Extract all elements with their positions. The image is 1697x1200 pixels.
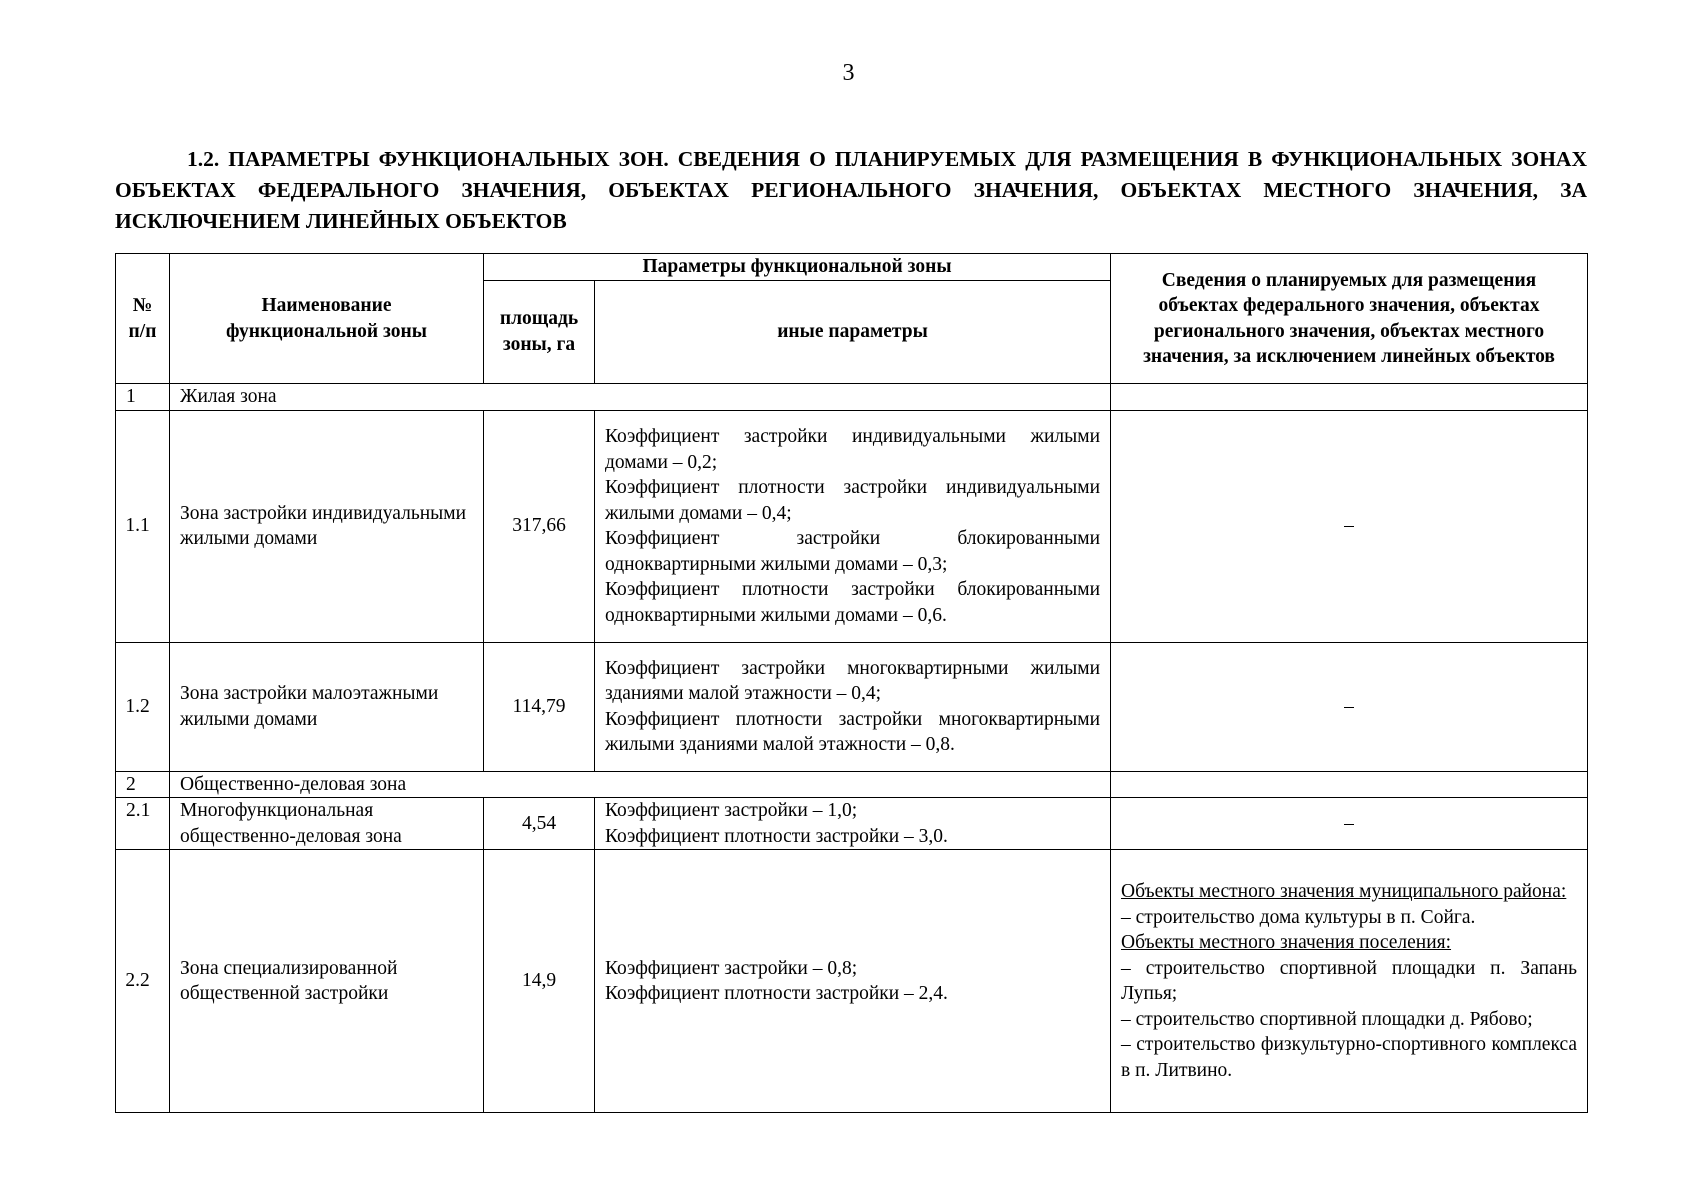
header-zone-name: Наименование функциональной зоны: [170, 254, 484, 384]
param-line: Коэффициент плотности застройки блокированными одноквартирными жилыми домами – 0,6.: [605, 579, 1101, 626]
functional-zones-table: [115, 253, 1588, 1113]
empty-dash: –: [1344, 515, 1354, 537]
row-num: 2: [116, 771, 170, 798]
empty-dash: –: [1344, 812, 1354, 834]
planned-object-item: – строительство дома культуры в п. Сойга.: [1121, 906, 1476, 928]
planned-objects: [1111, 642, 1588, 771]
zone-group-name: Общественно-деловая зона: [170, 771, 1111, 798]
param-line: Коэффициент застройки блокированными одноквартирными жилыми домами – 0,3;: [605, 528, 1101, 575]
header-area: площадь зоны, га: [484, 280, 595, 383]
planned-object-item: – строительство спортивной площадки п. Запань Лупья;: [1121, 957, 1578, 1004]
row-info-empty: [1111, 384, 1588, 411]
zone-name: Зона специализированной общественной застройки: [170, 850, 484, 1113]
zone-params: [595, 642, 1111, 771]
zone-area: 114,79: [484, 642, 595, 771]
empty-dash: –: [1344, 695, 1354, 717]
param-line: Коэффициент застройки – 0,8;: [605, 957, 858, 979]
section-heading: 1.2. ПАРАМЕТРЫ ФУНКЦИОНАЛЬНЫХ ЗОН. СВЕДЕНИЯ О ПЛАНИРУЕМЫХ ДЛЯ РАЗМЕЩЕНИЯ В ФУНКЦИОНАЛЬНЫХ ЗОНАХ ОБЪЕКТАХ ФЕДЕРАЛЬНОГО ЗНАЧЕНИЯ, ОБЪЕКТАХ РЕГИОНАЛЬНОГО ЗНАЧЕНИЯ, ОБЪЕКТАХ МЕСТНОГО ЗНАЧЕНИЯ, ЗА ИСКЛЮЧЕНИЕМ ЛИНЕЙНЫХ ОБЪЕКТОВ: [115, 147, 1587, 233]
row-num: 1.1: [116, 410, 170, 642]
planned-object-item: – строительство спортивной площадки д. Рябово;: [1121, 1008, 1533, 1030]
zone-name: Многофункциональная общественно-деловая зона: [170, 798, 484, 850]
zone-area: 14,9: [484, 850, 595, 1113]
header-num: № п/п: [116, 254, 170, 384]
zone-area: 317,66: [484, 410, 595, 642]
table-row: [116, 642, 1588, 771]
header-other-params: иные параметры: [595, 280, 1111, 383]
row-num: 1: [116, 384, 170, 411]
row-num: 2.2: [116, 850, 170, 1113]
zone-params: [595, 410, 1111, 642]
table-row: [116, 771, 1588, 798]
table-row: [116, 850, 1588, 1113]
zone-group-name: Жилая зона: [170, 384, 1111, 411]
zone-area: 4,54: [484, 798, 595, 850]
param-line: Коэффициент застройки многоквартирными жилыми зданиями малой этажности – 0,4;: [605, 657, 1101, 704]
param-line: Коэффициент плотности застройки многоквартирными жилыми зданиями малой этажности – 0,8.: [605, 708, 1101, 755]
row-num: 2.1: [116, 798, 170, 850]
row-num: 1.2: [116, 642, 170, 771]
zone-params: [595, 798, 1111, 850]
param-line: Коэффициент застройки – 1,0;: [605, 800, 858, 821]
municipal-objects-title: Объекты местного значения муниципального района:: [1121, 881, 1567, 902]
row-info-empty: [1111, 771, 1588, 798]
table-row: [116, 410, 1588, 642]
table-row: [116, 798, 1588, 850]
param-line: Коэффициент плотности застройки – 2,4.: [605, 983, 948, 1004]
header-params-group: Параметры функциональной зоны: [484, 254, 1111, 281]
zone-name: Зона застройки малоэтажными жилыми домами: [170, 642, 484, 771]
planned-objects: [1111, 410, 1588, 642]
planned-objects: [1111, 850, 1588, 1113]
param-line: Коэффициент плотности застройки – 3,0.: [605, 825, 948, 847]
param-line: Коэффициент плотности застройки индивидуальными жилыми домами – 0,4;: [605, 477, 1101, 524]
page-number: 3: [842, 60, 855, 86]
header-planned-objects: Сведения о планируемых для размещения объектах федерального значения, объектах регионального значения, объектах местного значения, за исключением линейных объектов: [1111, 254, 1588, 384]
settlement-objects-title: Объекты местного значения поселения:: [1121, 932, 1452, 953]
zone-name: Зона застройки индивидуальными жилыми домами: [170, 410, 484, 642]
param-line: Коэффициент застройки индивидуальными жилыми домами – 0,2;: [605, 426, 1101, 473]
zone-params: [595, 850, 1111, 1113]
planned-objects: [1111, 798, 1588, 850]
table-row: [116, 384, 1588, 411]
planned-object-item: – строительство физкультурно-спортивного комплекса в п. Литвино.: [1121, 1034, 1578, 1081]
